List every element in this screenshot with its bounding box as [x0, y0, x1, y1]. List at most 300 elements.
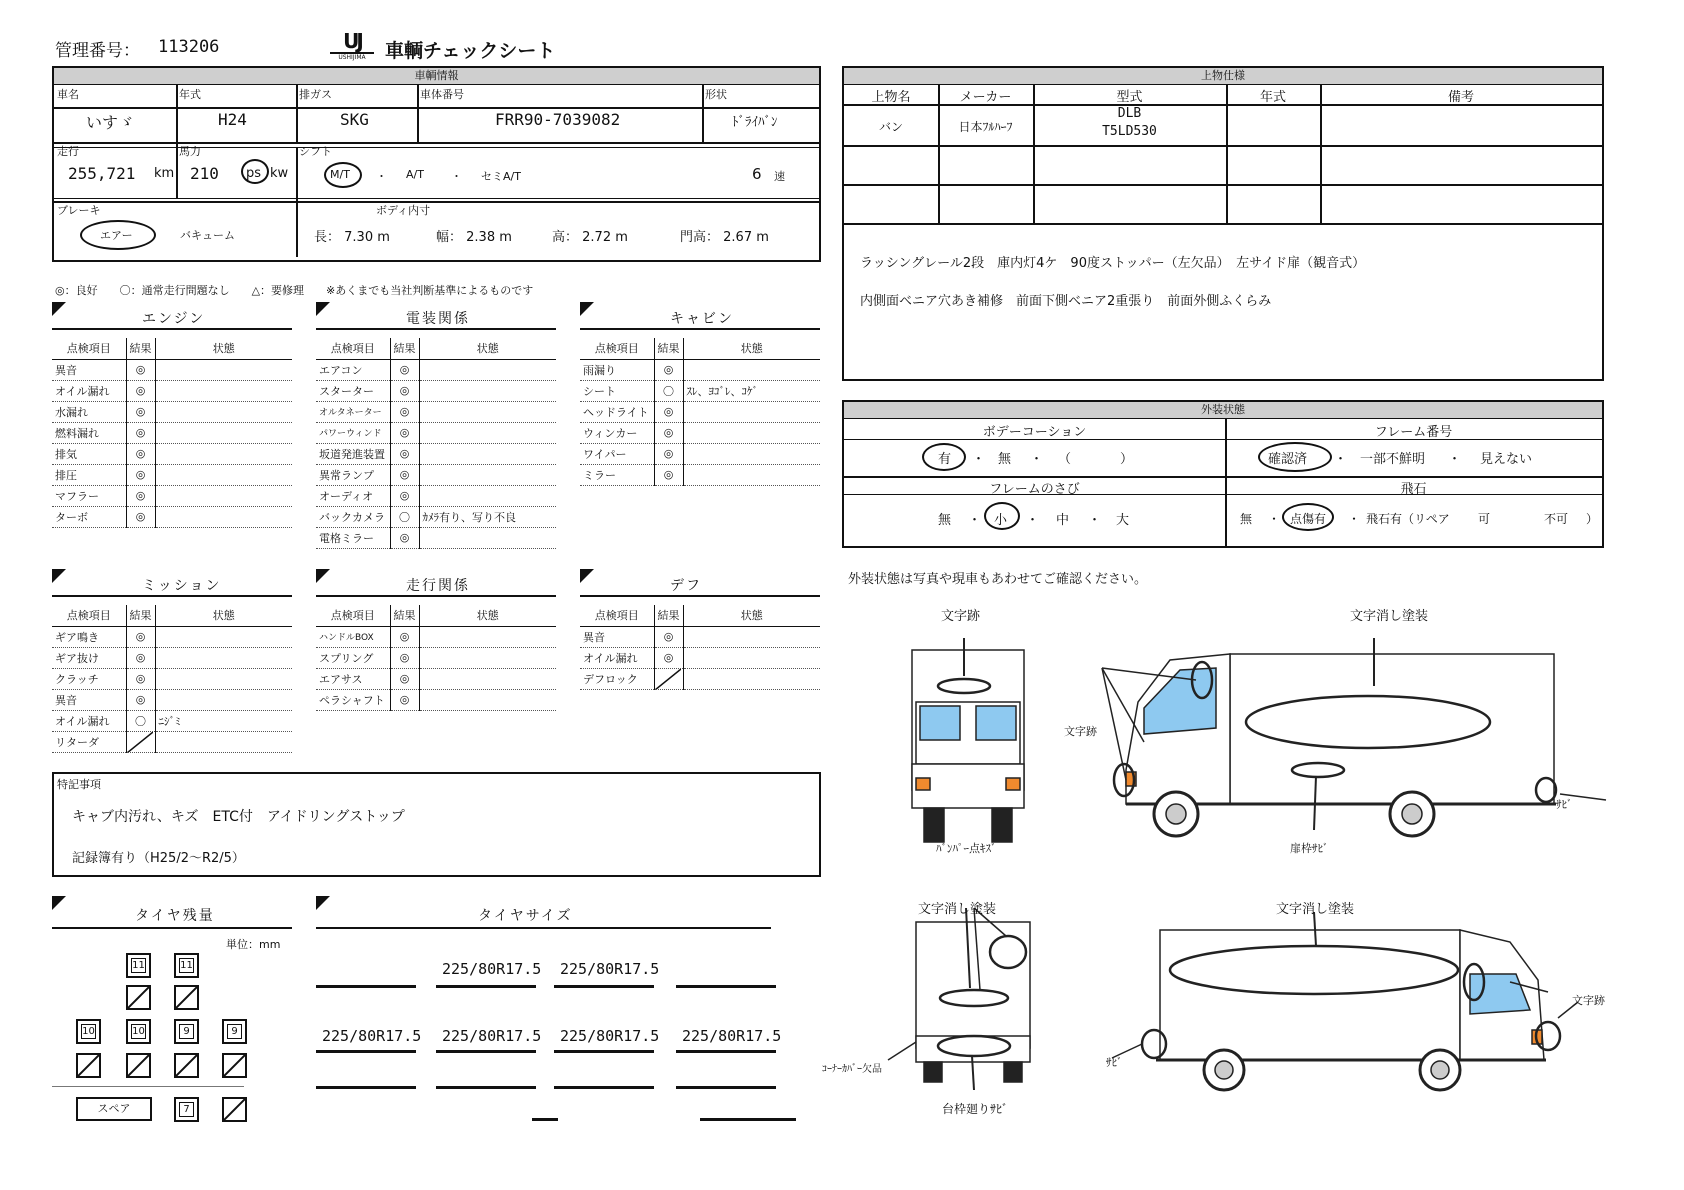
table-row	[580, 380, 820, 401]
item-state	[155, 464, 292, 485]
item-state	[155, 647, 292, 668]
horsepower-label: 馬力	[179, 145, 201, 158]
item-result: ◎	[390, 422, 419, 443]
spare-label-box	[76, 1097, 152, 1121]
height-label: 高：	[552, 230, 579, 245]
point-damage-circle	[1282, 503, 1334, 531]
item-state	[155, 689, 292, 710]
upper-col-maker: メーカー	[959, 90, 1012, 105]
door-height-value: 2.67	[723, 230, 753, 245]
table-row	[52, 506, 292, 527]
tire-size-rear-3: 225/80R17.5	[560, 1027, 660, 1045]
item-name: クラッチ	[52, 668, 126, 689]
item-state	[419, 464, 556, 485]
electric-marker	[316, 302, 330, 316]
item-state	[155, 668, 292, 689]
item-name: ギア抜け	[52, 647, 126, 668]
upper-name-value: バン	[878, 120, 903, 134]
tire-rear-inner-2-na	[126, 1053, 151, 1078]
length-label: 長：	[314, 230, 341, 245]
photos-note: 外装状態は写真や現車もあわせてご確認ください。	[848, 572, 1148, 587]
table-row	[52, 401, 292, 422]
item-name: デフロック	[580, 668, 654, 689]
electric-table	[316, 338, 556, 549]
tire-rear-inner-1-na	[76, 1053, 101, 1078]
col-state: 状態	[419, 605, 556, 626]
tire-size-marker	[316, 896, 330, 910]
table-row	[52, 626, 292, 647]
item-state	[155, 443, 292, 464]
item-result: ◎	[390, 647, 419, 668]
item-result: ◎	[390, 464, 419, 485]
ps-selected-circle	[241, 159, 269, 184]
tire-spare-extra-na	[222, 1097, 247, 1122]
year-label: 年式	[179, 88, 201, 101]
cabin-title: キャビン	[670, 311, 734, 327]
item-result: ◎	[390, 668, 419, 689]
upper-notes-line1: ラッシングレール2段 庫内灯4ケ 90度ストッパー（左欠品） 左サイド扉（観音式）	[860, 256, 1366, 271]
col-state: 状態	[155, 605, 292, 626]
annot-side-rust: ｻﾋﾞ	[1556, 798, 1573, 811]
coating-no: 無	[998, 452, 1012, 467]
item-state	[683, 668, 820, 689]
annot-underframe-rust: 台枠廻りｻﾋﾞ	[942, 1102, 1009, 1116]
coating-dot-2: ・	[1030, 452, 1044, 467]
table-row	[316, 647, 556, 668]
upper-spec-box	[842, 66, 1604, 381]
rust-large: 大	[1116, 513, 1130, 528]
item-name: オイル漏れ	[52, 710, 126, 731]
table-row	[52, 668, 292, 689]
rust-small: 小	[994, 513, 1008, 528]
remarks-line2: 記録簿有り（H25/2～R2/5）	[72, 851, 245, 866]
body-shape-label: 形状	[705, 88, 727, 101]
upper-col-remarks: 備考	[1447, 90, 1474, 105]
gear-count: 6	[752, 165, 762, 183]
item-name: スターター	[316, 380, 390, 401]
tire-size-title: タイヤサイズ	[478, 908, 573, 924]
inner-size-label: ボディ内寸	[376, 204, 431, 217]
horsepower-value: 210	[190, 164, 219, 183]
stone-repair-ng: 不可	[1544, 512, 1569, 526]
engine-marker	[52, 302, 66, 316]
coating-paren-close: ）	[1120, 452, 1134, 467]
frame-dot-2: ・	[1448, 452, 1462, 467]
upper-col-model: 型式	[1116, 90, 1143, 105]
shift-dot-1: ・	[376, 170, 387, 183]
width-unit: m	[499, 230, 512, 245]
tire-remain-title: タイヤ残量	[135, 908, 215, 924]
emission-label: 排ガス	[299, 88, 332, 101]
item-name: 異音	[52, 689, 126, 710]
upper-col-name: 上物名	[871, 90, 911, 105]
table-row	[316, 626, 556, 647]
item-state	[419, 626, 556, 647]
item-name: オルタネーター	[316, 401, 390, 422]
item-name: 異常ランプ	[316, 464, 390, 485]
item-result: ◎	[126, 443, 155, 464]
table-row	[580, 647, 820, 668]
item-result: ◎	[390, 380, 419, 401]
item-name: オイル漏れ	[52, 380, 126, 401]
item-state	[155, 506, 292, 527]
table-row	[580, 401, 820, 422]
company-logo: UJ USHIJIMA	[330, 32, 374, 62]
item-result	[126, 731, 155, 752]
item-result: ◎	[390, 689, 419, 710]
col-state: 状態	[419, 338, 556, 359]
table-row	[52, 443, 292, 464]
page-title: 車輌チェックシート	[385, 40, 556, 62]
item-name: 排気	[52, 443, 126, 464]
stone-repair-ok: 可	[1478, 512, 1491, 526]
item-state	[683, 464, 820, 485]
rust-dot-2: ・	[1026, 513, 1040, 528]
annot-bumper-scratch: ﾊﾞﾝﾊﾟｰ点ｷｽﾞ	[936, 842, 997, 855]
stone-paren-close: ）	[1586, 512, 1599, 526]
tire-size-rear-4: 225/80R17.5	[682, 1027, 782, 1045]
stone-chip-label: 飛石	[1400, 482, 1427, 497]
table-row	[316, 401, 556, 422]
item-state	[155, 401, 292, 422]
gear-unit: 速	[774, 170, 785, 183]
item-result: ◎	[126, 506, 155, 527]
item-state	[419, 527, 556, 548]
tire-front-right-inner-na	[174, 985, 199, 1010]
frame-rust-label: フレームのさび	[989, 482, 1080, 497]
item-result: ◎	[390, 443, 419, 464]
table-row	[316, 506, 556, 527]
item-result: ◎	[654, 422, 683, 443]
shift-mt: M/T	[330, 168, 350, 181]
emission-value: SKG	[340, 110, 369, 129]
table-row	[316, 443, 556, 464]
item-state	[419, 689, 556, 710]
mt-selected-circle	[324, 162, 362, 188]
item-name: 水漏れ	[52, 401, 126, 422]
item-state	[683, 401, 820, 422]
diff-title: デフ	[670, 578, 702, 594]
item-name: マフラー	[52, 485, 126, 506]
running-title: 走行関係	[406, 578, 470, 594]
item-state: ﾆｼﾞﾐ	[155, 710, 292, 731]
item-result: 〇	[390, 506, 419, 527]
item-result: ◎	[654, 401, 683, 422]
tire-front-left-inner-na	[126, 985, 151, 1010]
door-height-label: 門高：	[680, 230, 720, 245]
table-row	[316, 668, 556, 689]
rust-medium: 中	[1056, 513, 1070, 528]
item-name: エアコン	[316, 359, 390, 380]
year-value: H24	[218, 110, 247, 129]
tire-rear-1: 10	[76, 1019, 101, 1044]
table-row	[316, 359, 556, 380]
item-state: ｶﾒﾗ有り、写り不良	[419, 506, 556, 527]
item-result: ◎	[390, 359, 419, 380]
table-row	[580, 359, 820, 380]
item-result: 〇	[654, 380, 683, 401]
shift-semi-at: セミA/T	[481, 170, 521, 183]
body-shape-value: ﾄﾞﾗｲﾊﾞﾝ	[732, 115, 778, 130]
management-number: 113206	[158, 37, 220, 57]
upper-maker-value: 日本ﾌﾙﾊｰﾌ	[958, 120, 1013, 134]
width-value: 2.38	[466, 230, 496, 245]
truck-side-view	[1102, 638, 1606, 836]
item-name: ターボ	[52, 506, 126, 527]
mileage-label: 走行	[57, 145, 79, 158]
item-state	[155, 485, 292, 506]
diff-table	[580, 605, 820, 690]
annot-front-letter-trace: 文字跡	[941, 609, 981, 624]
item-result: ◎	[126, 668, 155, 689]
item-result: ◎	[654, 626, 683, 647]
table-row	[580, 443, 820, 464]
remarks-line1: キャブ内汚れ、キズ ETC付 アイドリングストップ	[72, 809, 405, 825]
tire-size-rear-1: 225/80R17.5	[322, 1027, 422, 1045]
item-result: ◎	[126, 647, 155, 668]
vehicle-info-title: 車輌情報	[54, 68, 819, 85]
truck-diagrams	[820, 590, 1620, 1130]
table-row	[580, 668, 820, 689]
item-state	[419, 485, 556, 506]
table-row	[580, 464, 820, 485]
upper-model-line1: DLB	[1117, 106, 1142, 121]
rust-dot-1: ・	[968, 513, 982, 528]
coating-paren-open: （	[1058, 452, 1072, 467]
upper-model-line2: T5LD530	[1102, 124, 1157, 139]
table-row	[316, 527, 556, 548]
table-row	[52, 464, 292, 485]
item-state	[419, 359, 556, 380]
annot-rear-letter-erase: 文字消し塗装	[918, 902, 997, 917]
item-result: ◎	[390, 485, 419, 506]
tire-rear-2: 10	[126, 1019, 151, 1044]
coating-yes: 有	[938, 452, 952, 467]
col-item: 点検項目	[580, 605, 654, 626]
shift-label: シフト	[299, 145, 332, 158]
item-name: ハンドルBOX	[316, 626, 390, 647]
table-row	[52, 380, 292, 401]
col-res: 結果	[654, 605, 683, 626]
air-brake-circle	[80, 220, 156, 250]
item-result: ◎	[126, 380, 155, 401]
tire-spare: 7	[174, 1097, 199, 1122]
col-state: 状態	[683, 605, 820, 626]
stone-chip-repair: 飛石有（リペア	[1366, 512, 1450, 526]
coating-yes-circle	[922, 443, 966, 471]
annot-left-letter-erase: 文字消し塗装	[1276, 902, 1355, 917]
annot-side-letter-trace: 文字跡	[1064, 725, 1097, 738]
item-result: ◎	[126, 626, 155, 647]
item-name: ペラシャフト	[316, 689, 390, 710]
upper-col-year: 年式	[1259, 90, 1286, 105]
col-res: 結果	[126, 605, 155, 626]
item-name: スプリング	[316, 647, 390, 668]
item-result: 〇	[126, 710, 155, 731]
item-result: ◎	[654, 464, 683, 485]
item-name: 排圧	[52, 464, 126, 485]
frame-dot-1: ・	[1334, 452, 1348, 467]
item-name: ヘッドライト	[580, 401, 654, 422]
item-state	[419, 380, 556, 401]
col-item: 点検項目	[52, 605, 126, 626]
frame-partly-unclear: 一部不鮮明	[1360, 452, 1426, 467]
item-name: エアサス	[316, 668, 390, 689]
item-name: オイル漏れ	[580, 647, 654, 668]
tire-rear-inner-3-na	[174, 1053, 199, 1078]
item-result: ◎	[126, 464, 155, 485]
item-state	[155, 731, 292, 752]
cabin-table	[580, 338, 820, 486]
table-row	[316, 380, 556, 401]
item-result: ◎	[390, 626, 419, 647]
item-state	[419, 647, 556, 668]
engine-title: エンジン	[142, 311, 206, 327]
table-row	[580, 422, 820, 443]
frame-not-visible: 見えない	[1480, 452, 1533, 467]
exterior-title: 外装状態	[844, 402, 1602, 419]
tire-size-rear-2: 225/80R17.5	[442, 1027, 542, 1045]
coating-dot-1: ・	[972, 452, 986, 467]
stone-none: 無	[1240, 512, 1253, 526]
item-name: 燃料漏れ	[52, 422, 126, 443]
electric-title: 電装関係	[406, 311, 470, 327]
item-name: ミラー	[580, 464, 654, 485]
kw-unit: kw	[270, 166, 289, 181]
annot-side-letter-erase: 文字消し塗装	[1350, 609, 1429, 624]
tire-remain-marker	[52, 896, 66, 910]
brake-air: エアー	[100, 229, 133, 242]
door-height-unit: m	[756, 230, 769, 245]
table-row	[316, 485, 556, 506]
item-state	[155, 380, 292, 401]
tire-rear-4: 9	[222, 1019, 247, 1044]
item-result	[654, 668, 683, 689]
km-unit: km	[154, 166, 175, 181]
item-result: ◎	[126, 359, 155, 380]
item-state	[155, 626, 292, 647]
annot-left-letter-trace: 文字跡	[1572, 994, 1605, 1007]
engine-table	[52, 338, 292, 528]
brake-vacuum: バキューム	[180, 229, 235, 242]
item-result: ◎	[390, 527, 419, 548]
stone-dot-1: ・	[1268, 512, 1281, 526]
item-name: シート	[580, 380, 654, 401]
item-name: バックカメラ	[316, 506, 390, 527]
annot-corner-cover-missing: ｺｰﾅｰｶﾊﾞｰ欠品	[822, 1064, 882, 1075]
vehicle-info-box	[52, 66, 821, 262]
remarks-label: 特記事項	[57, 778, 101, 791]
rust-dot-3: ・	[1088, 513, 1102, 528]
item-name: ウィンカー	[580, 422, 654, 443]
tire-front-right: 11	[174, 953, 199, 978]
table-row	[52, 359, 292, 380]
item-name: リターダ	[52, 731, 126, 752]
chassis-number-label: 車体番号	[420, 88, 464, 101]
item-name: パワーウィンド	[316, 422, 390, 443]
spare-label: スペア	[97, 1102, 131, 1115]
truck-left-side-view	[1112, 912, 1578, 1090]
height-unit: m	[615, 230, 628, 245]
item-result: ◎	[654, 647, 683, 668]
item-name: 電格ミラー	[316, 527, 390, 548]
table-row	[52, 689, 292, 710]
truck-front-view	[912, 638, 1024, 842]
tire-size-front-2: 225/80R17.5	[560, 960, 660, 978]
maker-value: いすゞ	[86, 113, 135, 132]
tire-front-left: 11	[126, 953, 151, 978]
tire-rear-3: 9	[174, 1019, 199, 1044]
item-state	[683, 422, 820, 443]
mission-marker	[52, 569, 66, 583]
item-result: ◎	[390, 401, 419, 422]
exterior-box	[842, 400, 1604, 548]
col-item: 点検項目	[580, 338, 654, 359]
col-item: 点検項目	[316, 338, 390, 359]
item-name: オーディオ	[316, 485, 390, 506]
table-row	[52, 710, 292, 731]
running-table	[316, 605, 556, 711]
tire-size-front-1: 225/80R17.5	[442, 960, 542, 978]
item-result: ◎	[126, 422, 155, 443]
item-result: ◎	[126, 485, 155, 506]
annot-door-frame-rust: 扉枠ｻﾋﾞ	[1290, 842, 1329, 855]
col-item: 点検項目	[52, 338, 126, 359]
table-row	[316, 422, 556, 443]
item-state	[155, 359, 292, 380]
ps-unit: ps	[246, 166, 262, 181]
item-state	[419, 443, 556, 464]
legend: ◎：良好 〇：通常走行問題なし △：要修理 ※あくまでも当社判断基準によるものです	[55, 284, 534, 297]
width-label: 幅：	[436, 230, 463, 245]
col-item: 点検項目	[316, 605, 390, 626]
truck-rear-view	[888, 908, 1030, 1090]
mileage-value: 255,721	[68, 164, 136, 183]
item-result: ◎	[126, 689, 155, 710]
item-state: ｽﾚ、ﾖｺﾞﾚ、ｺｹﾞ	[683, 380, 820, 401]
chassis-number-value: FRR90-7039082	[495, 110, 621, 129]
mission-title: ミッション	[142, 578, 222, 594]
coating-label: ボデーコーション	[982, 425, 1087, 440]
col-res: 結果	[390, 605, 419, 626]
item-state	[419, 422, 556, 443]
frame-number-label: フレーム番号	[1374, 425, 1453, 440]
table-row	[316, 689, 556, 710]
rust-small-circle	[984, 502, 1020, 530]
col-res: 結果	[654, 338, 683, 359]
item-state	[419, 668, 556, 689]
table-row	[52, 485, 292, 506]
shift-at: A/T	[406, 168, 424, 181]
tire-rear-inner-4-na	[222, 1053, 247, 1078]
item-result: ◎	[126, 401, 155, 422]
col-state: 状態	[683, 338, 820, 359]
length-unit: m	[377, 230, 390, 245]
diff-marker	[580, 569, 594, 583]
tire-unit: 単位：mm	[226, 938, 281, 951]
upper-notes-line2: 内側面ベニア穴あき補修 前面下側ベニア2重張り 前面外側ふくらみ	[860, 294, 1272, 309]
col-res: 結果	[126, 338, 155, 359]
item-name: 異音	[580, 626, 654, 647]
table-row	[580, 626, 820, 647]
item-name: ワイパー	[580, 443, 654, 464]
management-number-label: 管理番号：	[55, 41, 140, 61]
maker-label: 車名	[57, 88, 79, 101]
item-name: 異音	[52, 359, 126, 380]
table-row	[52, 731, 292, 752]
height-value: 2.72	[582, 230, 612, 245]
item-result: ◎	[654, 443, 683, 464]
